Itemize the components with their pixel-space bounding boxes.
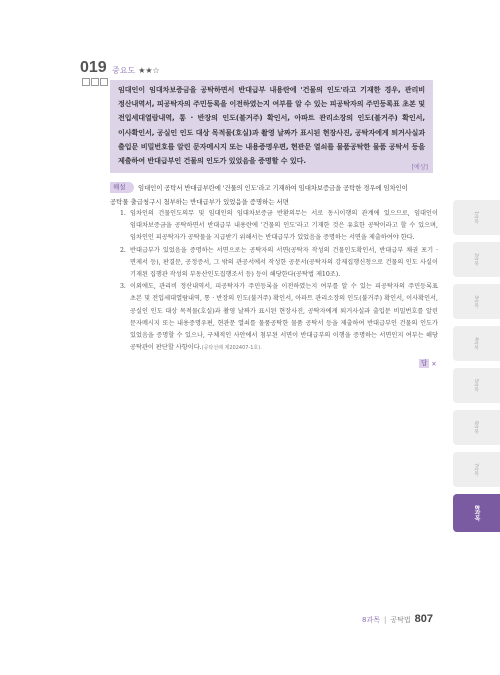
importance-rating (112, 65, 160, 76)
list-number: 2. (120, 246, 126, 254)
side-tab-subject-3[interactable] (453, 284, 500, 319)
page-number: 807 (414, 613, 433, 625)
checkbox[interactable] (91, 78, 99, 86)
side-tab-label: 8과목 (473, 504, 480, 522)
side-tab-label: 6과목 (473, 420, 479, 435)
side-tab-subject-2[interactable] (453, 242, 500, 277)
explanation-label: 해설 (110, 182, 134, 193)
page-footer (362, 613, 433, 625)
footer-separator: | (383, 616, 387, 624)
x-mark-icon: ✕ (431, 359, 437, 368)
list-text-body: 이외에도, 관리비 정산내역서, 피공탁자가 주민등록을 이전하였는지 여부를 알 수 있는 피공탁자의 주민등록표 초본 및 전입세대열람내역, 통 · 반장의 인도(불거주) 확인서, 아파트 관리소장의 인도(불거주) 확인서, 이사확인서, 공실인 인도 대상 목적물(호실)과 촬영 날짜가 표시된 현장사진, 공탁자에게 퇴거사실과 출입문 비밀번호를 알린 문자메시지 또는 내용증명우편, 현관문 열쇠를 물품공탁한 물품 공탁서 등을 제출하여 반대급부인 건물의 인도가 있었음을 증명할 수 있으나, 구체적인 사안에서 첨부된 서면이 반대급부의 이행을 증명하는 서면인지 여부는 해당 공탁관이 판단할 사항이다. (130, 283, 438, 352)
side-tab-label: 2과목 (473, 252, 479, 267)
side-tab-subject-7[interactable] (453, 452, 500, 487)
review-checkboxes[interactable] (82, 78, 108, 86)
side-tab-label: 1과목 (473, 210, 479, 225)
question-text: 임대인이 임대차보증금을 공탁하면서 반대급부 내용란에 '건물의 인도'라고 기재한 경우, 관리비 정산내역서, 피공탁자의 주민등록을 이전하였는지 여부를 알 수 있는 피공탁자의 주민등록표 초본 및 전입세대열람내역, 통 · 반장의 인도(불거주) 확인서, 아파트 관리소장의 인도(불거주) 확인서, 이사확인서, 공실인 인도 대상 목적물(호실)과 촬영 날짜가 표시된 현장사진, 공탁자에게 퇴거사실과 출입문 비밀번호를 알린 문자메시지 또는 내용증명우편, 현관문 열쇠를 물품공탁한 물품 공탁서 등을 제출하여 반대급부인 건물의 인도가 있었음을 증명할 수 있다. (118, 85, 425, 166)
list-text (130, 245, 438, 282)
footer-book-title: 공탁법 (390, 616, 411, 624)
question-number: 019 (80, 59, 107, 76)
subject-side-tabs (453, 200, 500, 539)
list-number: 3. (120, 283, 126, 291)
footer-subject: 8과목 (362, 616, 380, 624)
list-item (120, 208, 438, 245)
answer-label: 답 (421, 359, 428, 367)
importance-label: 중요도 (112, 66, 136, 75)
side-tab-subject-4[interactable] (453, 326, 500, 361)
list-text (130, 281, 438, 354)
checkbox[interactable] (100, 78, 108, 86)
side-tab-subject-6[interactable] (453, 410, 500, 445)
side-tab-subject-1[interactable] (453, 200, 500, 235)
list-number: 1. (120, 210, 126, 217)
question-box (110, 80, 433, 173)
side-tab-subject-8-active[interactable] (453, 494, 500, 532)
side-tab-subject-5[interactable] (453, 368, 500, 403)
side-tab-label: 3과목 (473, 294, 479, 309)
checkbox[interactable] (82, 78, 90, 86)
explanation-heading: 임대인이 공탁서 반대급부란에 '건물의 인도'라고 기재하여 임대차보증금을 공탁한 경우에 임차인이 (138, 184, 408, 192)
list-item (120, 245, 438, 282)
star-icon: ★★☆ (138, 66, 160, 75)
question-source: [예상] (411, 164, 428, 171)
side-tab-label: 5과목 (473, 378, 479, 393)
answer (419, 359, 437, 368)
side-tab-label: 4과목 (473, 336, 479, 351)
list-text-body: 임차인의 건물인도의무 및 임대인의 임대차보증금 반환의무는 서로 동시이행의 관계에 있으므로, 임대인이 임대차보증금을 공탁하면서 반대급부 내용란에 '건물의 인도'라고 기재한 것은 유효한 공탁이라고 할 수 있으며, 임차인인 피공탁자가 공탁물을 지급받기 위해서는 반대급부가 있었음을 증명하는 서면을 제출하여야 한다. (130, 210, 438, 242)
explanation-list (120, 208, 438, 354)
list-text-body: 반대급부가 있었음을 증명하는 서면으로는 공탁자의 서면(공탁자 작성의 건물인도확인서, 반대급부 채권 포기 · 면제서 등), 판결문, 공정증서, 그 밖의 관공서에서 작성한 공문서(공탁자의 강제집행신청으로 건물의 인도 사실이 기재된 집행관 작성의 부동산인도집행조서 등) 등이 해당한다(공탁법 제10조). (130, 246, 438, 279)
side-tab-label: 7과목 (473, 462, 479, 477)
precedent-source: (공탁선례 제202407-1호). (201, 345, 262, 352)
list-item (120, 281, 438, 354)
list-text (130, 208, 438, 245)
explanation-heading-continued: 공탁물 출급청구시 첨부하는 반대급부가 있었음을 증명하는 서면 (110, 198, 289, 206)
